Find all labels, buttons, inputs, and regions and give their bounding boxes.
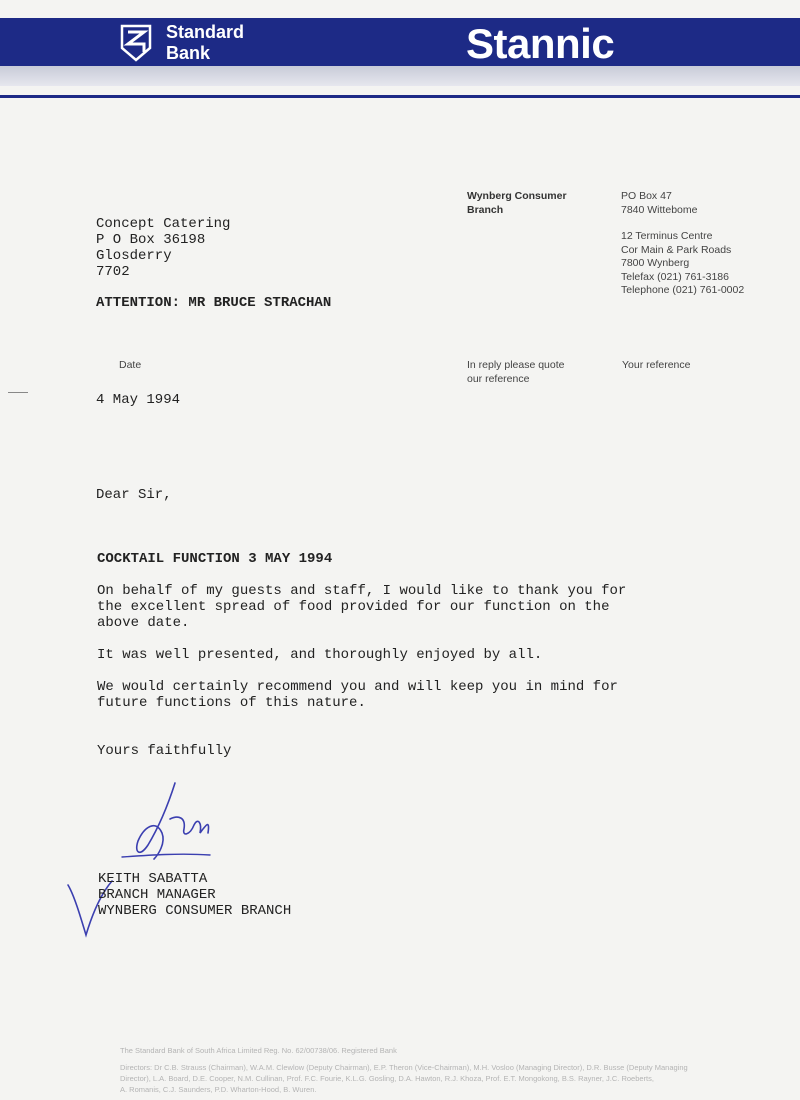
letter-date: 4 May 1994 [96,392,181,408]
date-label: Date [119,359,142,371]
attention-line: ATTENTION: MR BRUCE STRACHAN [96,295,332,311]
street-line: Telephone (021) 761-0002 [621,284,745,296]
paragraph-line: On behalf of my guests and staff, I would like to thank you for [97,583,627,599]
recipient-line: Concept Catering [96,216,231,232]
paragraph-line: the excellent spread of food provided for our function on the [97,599,610,615]
branch-name [467,190,567,217]
logo-line-1: Standard [166,22,245,42]
street-line: 7800 Wynberg [621,257,690,269]
logo-line-2: Bank [166,43,211,63]
directors-line: A. Romanis, C.J. Saunders, P.D. Wharton-Hood, B. Wuren. [120,1085,317,1094]
street-line: Telefax (021) 761-3186 [621,270,729,283]
your-reference-label: Your reference [622,359,691,371]
footer-registration: The Standard Bank of South Africa Limited Reg. No. 62/00738/06. Registered Bank [120,1046,397,1055]
paragraph-1 [97,583,626,631]
salutation: Dear Sir, [96,487,172,503]
paragraph-line: We would certainly recommend you and will keep you in mind for [97,679,618,695]
branch-name-line: Branch [467,203,504,216]
brand-name: Stannic [466,20,615,67]
recipient-line: P O Box 36198 [96,232,206,248]
postal-line: 7840 Wittebome [621,203,698,216]
letter-subject: COCKTAIL FUNCTION 3 MAY 1994 [97,551,333,567]
bank-logo-text [166,22,244,64]
closing: Yours faithfully [97,743,232,759]
directors-line: Director), L.A. Board, D.E. Cooper, N.M. Cullinan, Prof. F.C. Fourie, K.L.G. Gosling, D.A. Hawton, R.J. Khoza, Prof. E.T. Mongokong, B.S. Rayner, J.C. Roeberts, [120,1074,654,1083]
footer-directors [120,1062,790,1095]
header-rule [0,95,800,98]
recipient-line: 7702 [96,264,130,280]
paragraph-line: future functions of this nature. [97,695,366,711]
signatory-line: BRANCH MANAGER [98,887,216,903]
reply-reference-label [467,359,564,386]
paragraph-line: It was well presented, and thoroughly enjoyed by all. [97,647,543,663]
paragraph-2 [97,647,542,663]
standard-bank-logo-icon [120,24,152,62]
branch-postal-address [621,190,697,217]
signatory-line: WYNBERG CONSUMER BRANCH [98,903,292,919]
branch-street-address [621,230,744,298]
signatory-block [98,871,291,919]
signatory-line: KEITH SABATTA [98,871,208,887]
postal-line: PO Box 47 [621,190,672,202]
handwritten-signature-icon [60,775,240,945]
reply-label-line: In reply please quote [467,359,565,371]
recipient-line: Glosderry [96,248,172,264]
paragraph-line: above date. [97,615,190,631]
directors-line: Directors: Dr C.B. Strauss (Chairman), W.A.M. Clewlow (Deputy Chairman), E.P. Theron (Vice-Chairman), M.H. Vosloo (Managing Director), D.R. Busse (Deputy Managing [120,1063,688,1072]
branch-name-line: Wynberg Consumer [467,190,567,202]
paragraph-3 [97,679,618,711]
fold-mark [8,392,28,393]
reply-label-line: our reference [467,372,530,385]
recipient-address [96,216,230,280]
header-stripe [0,66,800,86]
street-line: 12 Terminus Centre [621,230,713,242]
street-line: Cor Main & Park Roads [621,243,732,256]
